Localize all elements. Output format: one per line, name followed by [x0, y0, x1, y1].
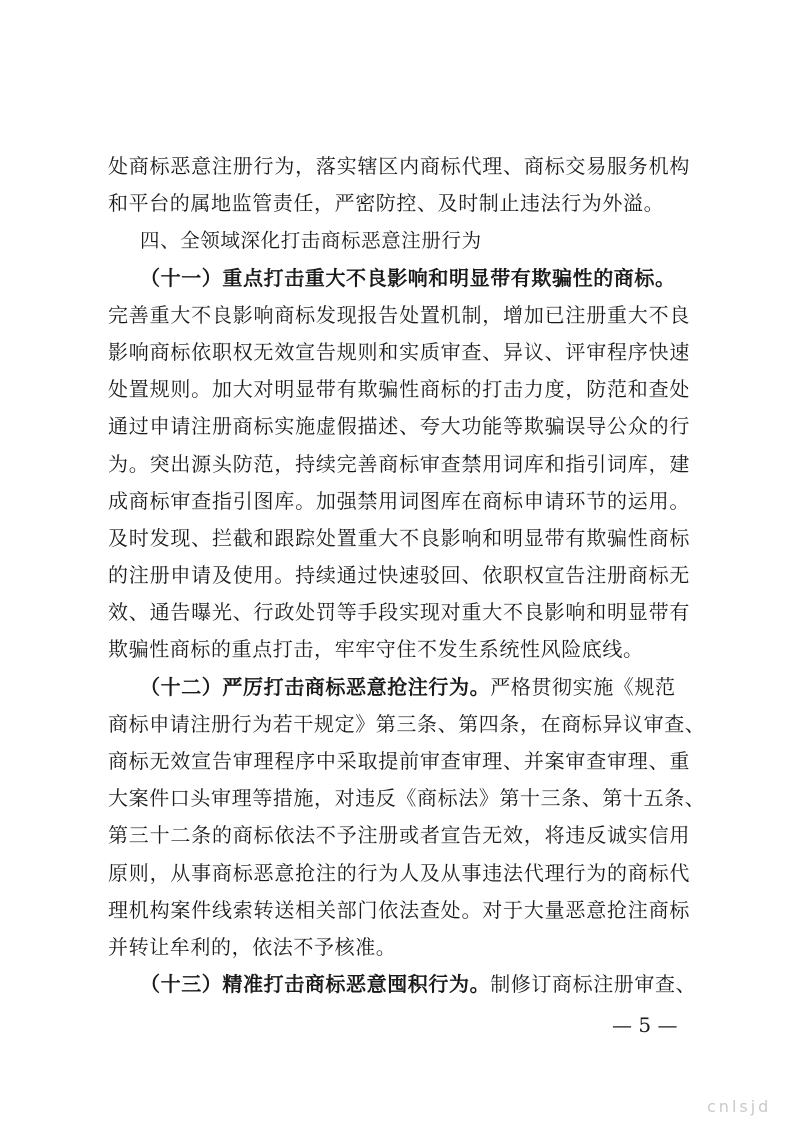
body-line: 理机构案件线索转送相关部门依法查处。对于大量恶意抢注商标 — [108, 897, 690, 922]
body-line: 并转让牟利的，依法不予核准。 — [108, 934, 397, 959]
paragraph-first-line — [108, 966, 697, 1003]
body-line: 原则，从事商标恶意抢注的行为人及从事违法代理行为的商标代 — [108, 860, 690, 885]
body-text: 严格贯彻实施《规范 — [490, 674, 676, 699]
body-line: 处商标恶意注册行为，落实辖区内商标代理、商标交易服务机构 — [108, 154, 690, 178]
document-body — [108, 148, 706, 1003]
subsection-title: （十三）精准打击商标恶意囤积行为。 — [140, 972, 491, 997]
body-line: 及时发现、拦截和跟踪处置重大不良影响和明显带有欺骗性商标 — [108, 525, 690, 550]
body-line: 影响商标依职权无效宣告规则和实质审查、异议、评审程序快速 — [108, 339, 690, 364]
body-line: 商标申请注册行为若干规定》第三条、第四条，在商标异议审查、 — [108, 711, 706, 736]
section-heading: 四、全领域深化打击商标恶意注册行为 — [140, 229, 482, 253]
body-line: 效、通告曝光、行政处罚等手段实现对重大不良影响和明显带有 — [108, 600, 690, 625]
body-line: 的注册申请及使用。持续通过快速驳回、依职权宣告注册商标无 — [108, 563, 690, 588]
subsection-title: （十一）重点打击重大不良影响和明显带有欺骗性的商标。 — [140, 265, 676, 290]
paragraph-first-line — [108, 669, 690, 706]
body-line: 成商标审查指引图库。加强禁用词图库在商标申请环节的运用。 — [108, 488, 690, 513]
page-number: — 5 — — [612, 1013, 678, 1037]
body-line: 通过申请注册商标实施虚假描述、夸大功能等欺骗误导公众的行 — [108, 414, 690, 439]
body-text: 制修订商标注册审查、 — [490, 972, 697, 997]
body-line: 为。突出源头防范，持续完善商标审查禁用词库和指引词库，建 — [108, 451, 690, 476]
body-line: 完善重大不良影响商标发现报告处置机制，增加已注册重大不良 — [108, 302, 690, 327]
body-line: 处置规则。加大对明显带有欺骗性商标的打击力度，防范和查处 — [108, 377, 690, 402]
subsection-heading — [108, 260, 690, 297]
body-line: 欺骗性商标的重点打击，牢牢守住不发生系统性风险底线。 — [108, 637, 644, 662]
subsection-title: （十二）严厉打击商标恶意抢注行为。 — [140, 674, 491, 699]
body-line: 商标无效宣告审理程序中采取提前审查审理、并案审查审理、重 — [108, 749, 690, 773]
body-line: 大案件口头审理等措施，对违反《商标法》第十三条、第十五条、 — [108, 786, 706, 811]
body-line: 和平台的属地监管责任，严密防控、及时制止违法行为外溢。 — [108, 191, 665, 216]
watermark: cnlsjd — [707, 1097, 772, 1116]
body-line: 第三十二条的商标依法不予注册或者宣告无效，将违反诚实信用 — [108, 823, 690, 848]
